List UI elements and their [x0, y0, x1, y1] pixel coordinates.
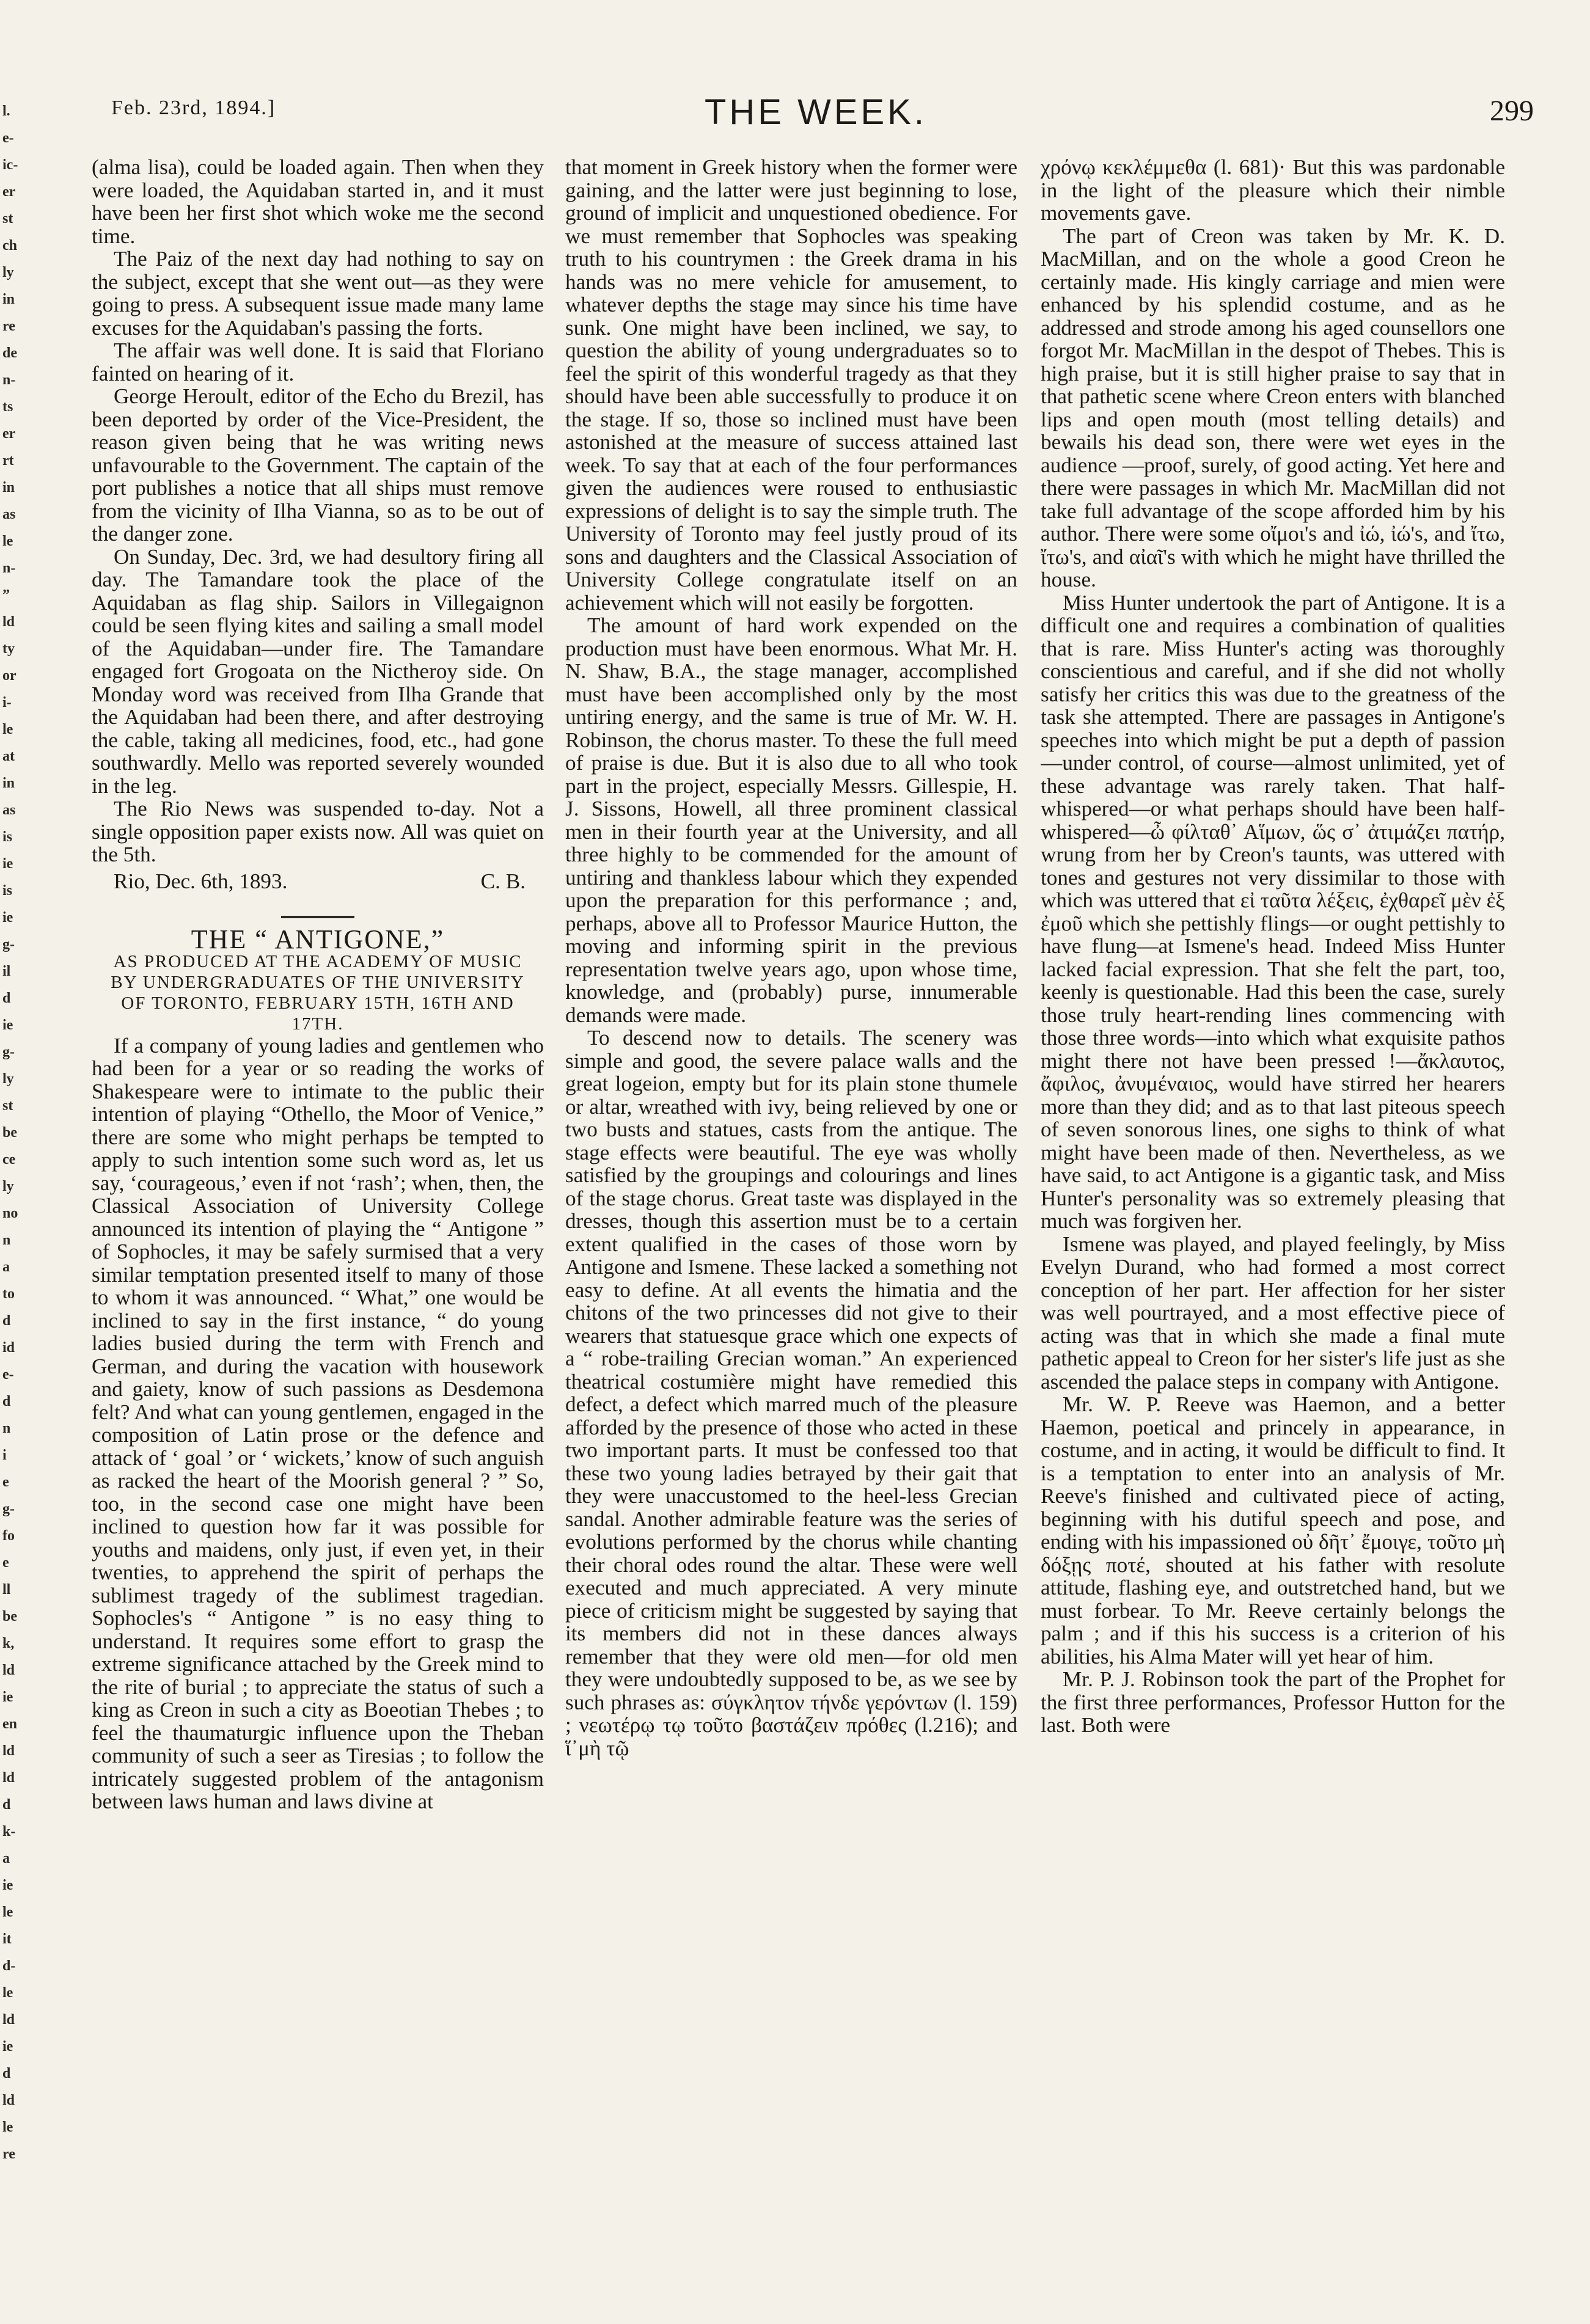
- paragraph: (alma lisa), could be loaded again. Then when they were loaded, the Aquidaban started in, and it must have been her first shot which woke me the second time.: [92, 156, 544, 248]
- margin-fragment: in: [2, 291, 15, 307]
- margin-fragment: re: [2, 2146, 15, 2162]
- margin-fragment: no: [2, 1205, 18, 1221]
- margin-fragment: e: [2, 1555, 9, 1571]
- publication-title: THE WEEK.: [704, 92, 928, 132]
- margin-fragment: i-: [2, 695, 12, 711]
- page-number: 299: [1490, 95, 1534, 127]
- section-divider: [281, 916, 354, 918]
- margin-fragment: d-: [2, 1958, 16, 1974]
- dateline-row: [92, 870, 544, 893]
- margin-fragment: d: [2, 1313, 11, 1329]
- margin-fragment: d: [2, 1394, 11, 1409]
- margin-fragment: il: [2, 963, 11, 979]
- margin-fragment: g-: [2, 1501, 15, 1517]
- article-title: THE “ ANTIGONE,”: [191, 924, 445, 954]
- margin-fragment: k,: [2, 1635, 15, 1651]
- margin-fragment: ly: [2, 1071, 14, 1087]
- margin-fragment: en: [2, 1716, 17, 1732]
- margin-fragment: or: [2, 668, 16, 684]
- margin-fragment: l.: [2, 104, 10, 119]
- margin-fragment: at: [2, 748, 15, 764]
- paragraph: The Paiz of the next day had nothing to say on the subject, except that she went out—as they were going to press. A subsequent issue made many lame excuses for the Aquidaban's passing the forts.: [92, 247, 544, 340]
- margin-fragment: ce: [2, 1152, 16, 1167]
- margin-fragment: e-: [2, 1367, 14, 1383]
- margin-fragment: n-: [2, 560, 16, 576]
- margin-fragment: be: [2, 1609, 17, 1624]
- margin-fragment: ch: [2, 238, 17, 254]
- paragraph: that moment in Greek history when the former were gaining, and the latter were just beginning to lose, ground of implicit and unquestioned obedience. For we must remember that Sophocles was speaking truth to his countrymen : the Greek drama in his hands was no mere vehicle for amusement, to whatever depths the stage may since his time have sunk. One might have been inclined, we say, to question the ability of young undergraduates so to feel the spirit of this wonderful tragedy as that they should have been able successfully to produce it on the stage. If so, those so inclined must have been astonished at the measure of success attained last week. To say that at each of the four performances given the audiences were roused to enthusiastic expressions of delight is to say the simple truth. The University of Toronto may feel justly proud of its sons and daughters and the Classical Association of University College congratulate itself on an achievement which will not easily be forgotten.: [565, 156, 1017, 615]
- margin-fragment: ie: [2, 856, 13, 872]
- margin-fragment: ty: [2, 641, 15, 657]
- paragraph: Mr. W. P. Reeve was Haemon, and a better Haemon, poetical and princely in appearance, in costume, and in acting, it would be difficult to find. It is a temptation to enter into an analysis of Mr. Reeve's finished and cultivated piece of acting, beginning with his dutiful speech and pose, and ending with his impassioned οὐ δῆτ᾽ ἔμοιγε, τοῦτο μὴ δόξῃς ποτέ, shouted at his father with resolute attitude, flashing eye, and outstretched hand, but we must forbear. To Mr. Reeve certainly belongs the palm ; and if this his success is a criterion of his abilities, his Alma Mater will yet hear of him.: [1041, 1392, 1505, 1668]
- paragraph: The affair was well done. It is said that Floriano fainted on hearing of it.: [92, 338, 544, 386]
- page-header: [92, 92, 1540, 159]
- margin-fragment: ts: [2, 399, 13, 415]
- margin-fragment: ie: [2, 1017, 13, 1033]
- margin-fragment: er: [2, 426, 16, 442]
- margin-fragment: id: [2, 1340, 15, 1356]
- column-1: [92, 156, 544, 2312]
- margin-fragment: e: [2, 1474, 9, 1490]
- paragraph: Miss Hunter undertook the part of Antigone. It is a difficult one and requires a combination of qualities that is rare. Miss Hunter's acting was thoroughly conscientious and careful, and if she did not wholly satisfy her critics this was due to the greatness of the task she attempted. There are passages in Antigone's speeches into which might be put a depth of passion—under control, of course—almost unlimited, yet of these advantage was rarely taken. That half-whispered—or what perhaps should have been half-whispered—ὦ φίλταθ᾽ Αἵμων, ὥς σ᾽ ἀτιμάζει πατήρ, wrung from her by Creon's taunts, was uttered with tones and gestures not very dissimilar to those with which was uttered that εἰ ταῦτα λέξεις, ἐχθαρεῖ μὲν ἐξ ἐμοῦ which she pettishly flings—or ought pettishly to have flung—at Ismene's head. Indeed Miss Hunter lacked facial expression. That she felt the part, too, keenly is questionable. Had this been the case, surely those truly heart-rending lines commencing with those three words—into which what exquisite pathos might there not have been pressed !—ἄκλαυτος, ἄφιλος, ἀνυμέναιος, would have stirred her hearers more than they did; and as to that last piteous speech of seven sonorous lines, one sighs to think of what might have been made of then. Nevertheless, as we have said, to act Antigone is a gigantic task, and Miss Hunter's personality was so extremely pleasing that much was forgiven her.: [1041, 590, 1505, 1233]
- margin-fragment: in: [2, 775, 15, 791]
- margin-fragment: le: [2, 533, 13, 549]
- margin-fragment: ll: [2, 1582, 11, 1598]
- margin-fragment: ld: [2, 2092, 15, 2108]
- margin-fragment: de: [2, 345, 17, 361]
- margin-fragment: le: [2, 2119, 13, 2135]
- margin-fragment: ie: [2, 1877, 13, 1893]
- signature: C. B.: [480, 869, 526, 893]
- margin-fragment: le: [2, 1985, 13, 2001]
- left-margin-fragments: [0, 104, 24, 2279]
- margin-fragment: a: [2, 1259, 10, 1275]
- margin-fragment: is: [2, 883, 13, 899]
- margin-fragment: ly: [2, 1178, 14, 1194]
- margin-fragment: d: [2, 2066, 11, 2081]
- margin-fragment: be: [2, 1125, 17, 1141]
- margin-fragment: in: [2, 480, 15, 495]
- margin-fragment: e-: [2, 130, 14, 146]
- margin-fragment: d: [2, 990, 11, 1006]
- paragraph: The Rio News was suspended to-day. Not a single opposition paper exists now. All was quiet on the 5th.: [92, 797, 544, 866]
- margin-fragment: ld: [2, 1662, 15, 1678]
- margin-fragment: st: [2, 1098, 13, 1114]
- column-2: [565, 156, 1017, 2312]
- dateline: Rio, Dec. 6th, 1893.: [114, 869, 288, 893]
- margin-fragment: fo: [2, 1528, 15, 1544]
- margin-fragment: ld: [2, 614, 15, 630]
- margin-fragment: d: [2, 1797, 11, 1813]
- margin-fragment: ie: [2, 2039, 13, 2055]
- margin-fragment: k-: [2, 1824, 16, 1840]
- paragraph: χρόνῳ κεκλέμμεθα (l. 681)· But this was pardonable in the light of the pleasure which their nimble movements gave.: [1041, 156, 1505, 225]
- margin-fragment: ld: [2, 1743, 15, 1759]
- margin-fragment: to: [2, 1286, 15, 1302]
- margin-fragment: it: [2, 1931, 12, 1947]
- margin-fragment: as: [2, 506, 16, 522]
- margin-fragment: n-: [2, 372, 16, 388]
- paragraph: The amount of hard work expended on the production must have been enormous. What Mr. H. N. Shaw, B.A., the stage manager, accomplished must have been accomplished only by the most untiring energy, and the same is true of Mr. W. H. Robinson, the chorus master. To these the full meed of praise is due. But it is also due to all who took part in the project, especially Messrs. Gillespie, H. J. Sissons, Howell, all three prominent classical men in their fourth year at the University, and all three highly to be commended for the amount of untiring and thankless labour which they expended upon the preparation for this performance ; and, perhaps, above all to Professor Maurice Hutton, the moving and informing spirit in the previous representation twelve years ago, upon whose time, knowledge, and (probably) purse, innumerable demands were made.: [565, 613, 1017, 1027]
- margin-fragment: rt: [2, 453, 14, 469]
- paragraph: George Heroult, editor of the Echo du Brezil, has been deported by order of the Vice-President, the reason given being that he was writing news unfavourable to the Government. The captain of the port publishes a notice that all ships must remove from the vicinity of Ilha Vianna, so as to be out of the danger zone.: [92, 384, 544, 546]
- issue-date: Feb. 23rd, 1894.]: [111, 97, 276, 119]
- margin-fragment: ly: [2, 265, 14, 280]
- margin-fragment: g-: [2, 1044, 15, 1060]
- margin-fragment: ie: [2, 910, 13, 926]
- margin-fragment: is: [2, 829, 13, 845]
- margin-fragment: n: [2, 1232, 11, 1248]
- margin-fragment: ld: [2, 2012, 15, 2028]
- margin-fragment: ld: [2, 1770, 15, 1786]
- margin-fragment: st: [2, 211, 13, 227]
- margin-fragment: ”: [2, 587, 10, 603]
- paragraph: On Sunday, Dec. 3rd, we had desultory firing all day. The Tamandare took the place of the Aquidaban as flag ship. Sailors in Villegaignon could be seen flying kites and sailing a small model of the Aquidaban—under fire. The Tamandare engaged fort Grogoata on the Nictheroy side. On Monday word was received from Ilha Grande that the Aquidaban had been there, and after destroying the cable, taking all medicines, food, etc., had gone southwardly. Mello was reported severely wounded in the leg.: [92, 544, 544, 798]
- column-3: [1041, 156, 1505, 2312]
- paragraph: To descend now to details. The scenery was simple and good, the severe palace walls and the great logeion, empty but for its plain stone thumele or altar, wreathed with ivy, being relieved by one or two busts and statues, casts from the antique. The stage effects were beautiful. The eye was wholly satisfied by the groupings and colourings and lines of the stage chorus. Great taste was displayed in the dresses, though this assertion must be to a certain extent qualified in the cases of those worn by Antigone and Ismene. These lacked a something not easy to define. At all events the himatia and the chitons of the two princesses did not give to their wearers that statuesque grace which one expects of a “ robe-trailing Grecian woman.” An experienced theatrical costumière might have remedied this defect, a defect which marred much of the pleasure afforded by the presence of those who acted in these two important parts. It must be confessed too that these two young ladies betrayed by their gait that they were unaccustomed to the heel-less Grecian sandal. Another admirable feature was the series of evolutions performed by the chorus while chanting their choral odes round the altar. These were well executed and much appreciated. A very minute piece of criticism might be suggested by saying that its members did not in these dances always remember that they were old men—for old men they were undoubtedly supposed to be, as we see by such phrases as: σύγκλητον τήνδε γερόντων (l. 159) ; νεωτέρῳ τῳ τοῦτο βαστάζειν πρόθες (l.216); and ἵ᾽μὴ τῷ: [565, 1026, 1017, 1760]
- margin-fragment: er: [2, 184, 16, 200]
- paragraph: If a company of young ladies and gentlemen who had been for a year or so reading the works of Shakespeare were to intimate to the public their intention of playing “Othello, the Moor of Venice,” there are some who might perhaps be tempted to apply to such intention some such word as, let us say, ‘courageous,’ even if not ‘rash’; when, then, the Classical Association of University College announced its intention of playing the “ Antigone ” of Sophocles, it may be safely surmised that a very similar temptation presented itself to many of those to whom it was announced. “ What,” one would be inclined to say in the first instance, “ do young ladies busied during the term with French and German, and during the vacation with housework and gaiety, know of such passions as Desdemona felt? And what can young gentlemen, engaged in the composition of Latin prose or the defence and attack of ‘ goal ’ or ‘ wickets,’ know of such anguish as racked the heart of the Moorish general ? ” So, too, in the second case one might have been inclined to question how far it was possible for youths and maidens, only just, if even yet, in their twenties, to apprehend the spirit of perhaps the sublimest tragedy of the sublimest tragedian. Sophocles's “ Antigone ” is no easy thing to understand. It requires some effort to grasp the extreme significance attached by the Greek mind to the rite of burial ; to appreciate the status of such a king as Creon in such a city as Boeotian Thebes ; to feel the thaumaturgic influence upon the Theban community of such a seer as Tiresias ; to follow the intricately suggested problem of the antagonism between laws human and laws divine at: [92, 1033, 544, 1813]
- margin-fragment: re: [2, 318, 15, 334]
- margin-fragment: le: [2, 1904, 13, 1920]
- margin-fragment: ic-: [2, 157, 18, 173]
- margin-fragment: g-: [2, 937, 15, 952]
- margin-fragment: le: [2, 722, 13, 737]
- margin-fragment: i: [2, 1447, 7, 1463]
- margin-fragment: ie: [2, 1689, 13, 1705]
- paragraph: The part of Creon was taken by Mr. K. D. MacMillan, and on the whole a good Creon he certainly made. His kingly carriage and mien were enhanced by his splendid costume, and as he addressed and strode among his aged counsellors one forgot Mr. MacMillan in the despot of Thebes. This is high praise, but it is still higher praise to say that in that pathetic scene where Creon enters with blanched lips and open mouth (most telling details) and bewails his dead son, there were wet eyes in the audience —proof, surely, of good acting. Yet here and there were passages in which Mr. MacMillan did not take full advantage of the scope afforded him by his author. There were some οἴμοι's and ἰώ, ἰώ's, and ἴτω, ἴτω's, and αἰαῖ's with which he might have thrilled the house.: [1041, 224, 1505, 591]
- paragraph: Mr. P. J. Robinson took the part of the Prophet for the first three performances, Professor Hutton for the last. Both were: [1041, 1667, 1505, 1737]
- margin-fragment: as: [2, 802, 16, 818]
- paragraph: Ismene was played, and played feelingly, by Miss Evelyn Durand, who had formed a most correct conception of her part. Her affection for her sister was well pourtrayed, and a most effective piece of acting was that in which she made a final mute pathetic appeal to Creon for her sister's life just as she ascended the palace steps in company with Antigone.: [1041, 1232, 1505, 1394]
- margin-fragment: a: [2, 1851, 10, 1866]
- article-subheading: AS PRODUCED AT THE ACADEMY OF MUSIC BY UNDERGRADUATES OF THE UNIVERSITY OF TORONTO, FEBRUARY 15TH, 16TH AND 17TH.: [111, 951, 525, 1034]
- margin-fragment: n: [2, 1420, 11, 1436]
